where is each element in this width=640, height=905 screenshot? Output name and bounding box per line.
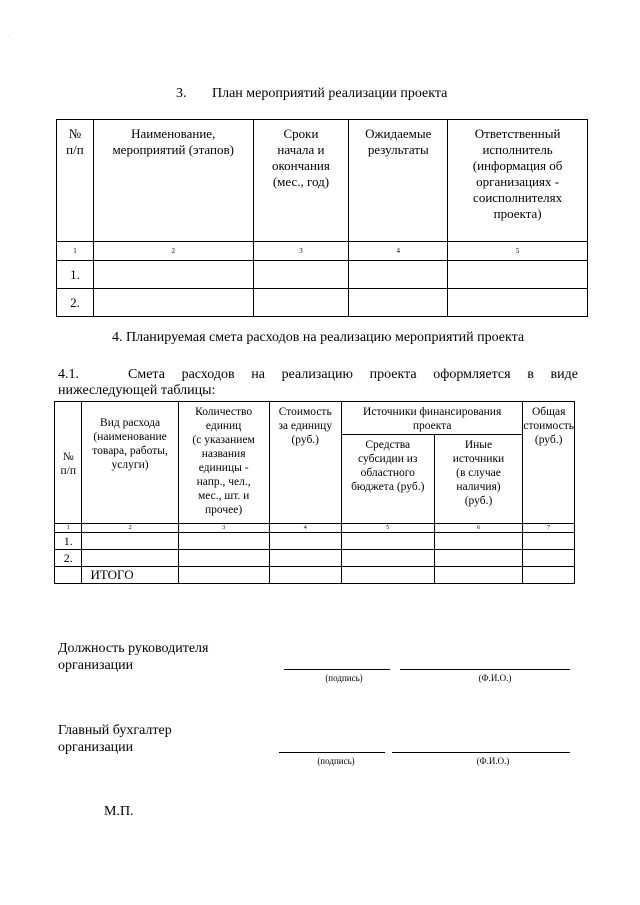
table-cell	[341, 567, 434, 584]
table-cell	[349, 261, 448, 289]
table-cell	[93, 289, 253, 317]
header-dates: Сроки начала и окончания (мес., год)	[253, 120, 349, 242]
table-cell	[448, 289, 588, 317]
table-row	[55, 550, 575, 567]
table-cell	[269, 533, 341, 550]
table-row	[57, 261, 588, 289]
table-cell	[341, 533, 434, 550]
total-row	[55, 567, 575, 584]
table-cell	[523, 533, 575, 550]
signature-label-director: Должность руководителя организации	[58, 641, 209, 673]
section4-paragraph	[58, 367, 578, 399]
row-number: 2.	[57, 289, 94, 317]
column-number: 2	[82, 524, 178, 533]
column-number: 5	[341, 524, 434, 533]
table-cell	[178, 533, 269, 550]
table-cell	[349, 289, 448, 317]
table-row	[57, 289, 588, 317]
signature-caption: (подпись)	[325, 673, 363, 683]
table-cell	[448, 261, 588, 289]
table-cell	[269, 567, 341, 584]
column-number: 1	[57, 242, 94, 261]
plan-table	[56, 119, 588, 317]
row-number: 2.	[55, 550, 82, 567]
section4-title: 4. Планируемая смета расходов на реализацию мероприятий проекта	[112, 330, 525, 345]
table-cell	[55, 567, 82, 584]
header-total-cost: Общая стоимость (руб.)	[523, 402, 575, 524]
table-cell	[253, 289, 349, 317]
table-cell	[434, 533, 523, 550]
table-cell	[82, 550, 178, 567]
table-cell	[93, 261, 253, 289]
table-cell	[178, 550, 269, 567]
header-quantity: Количество единиц (с указанием названия единицы - напр., чел., мес., шт. и прочее)	[178, 402, 269, 524]
name-line	[392, 752, 570, 753]
total-label: ИТОГО	[82, 567, 178, 584]
header-name: Наименование, мероприятий (этапов)	[93, 120, 253, 242]
plan-table-header-row	[57, 120, 588, 242]
section3-title: План мероприятий реализации проекта	[212, 86, 448, 101]
header-results: Ожидаемые результаты	[349, 120, 448, 242]
paragraph-word: Смета	[128, 367, 165, 382]
signature-line	[279, 752, 385, 753]
table-cell	[341, 550, 434, 567]
header-expense-type: Вид расхода (наименование товара, работы, услуги)	[82, 402, 178, 524]
paragraph-word: расходов	[181, 367, 235, 382]
paragraph-word: проекта	[369, 367, 417, 382]
column-number: 6	[434, 524, 523, 533]
column-number: 4	[269, 524, 341, 533]
column-number: 7	[523, 524, 575, 533]
header-num: № п/п	[55, 402, 82, 524]
row-number: 1.	[55, 533, 82, 550]
header-unit-cost: Стоимость за единицу (руб.)	[269, 402, 341, 524]
column-number: 2	[93, 242, 253, 261]
header-subsidy: Средства субсидии из областного бюджета (руб.)	[341, 434, 434, 523]
signature-label-accountant: Главный бухгалтер организации	[58, 723, 172, 755]
paragraph-word: на	[251, 367, 265, 382]
plan-table-column-numbers	[57, 242, 588, 261]
column-number: 1	[55, 524, 82, 533]
header-funding-sources: Источники финансирования проекта	[341, 402, 522, 435]
paragraph-word: в	[527, 367, 534, 382]
paragraph-word: виде	[550, 367, 578, 382]
section3-number: 3.	[176, 86, 187, 101]
column-number: 5	[448, 242, 588, 261]
name-caption: (Ф.И.О.)	[478, 673, 512, 683]
budget-table-header-row	[55, 402, 575, 435]
signature-caption: (подпись)	[317, 756, 355, 766]
table-cell	[82, 533, 178, 550]
header-responsible: Ответственный исполнитель (информация об организациях - соисполнителях проекта)	[448, 120, 588, 242]
table-cell	[523, 550, 575, 567]
table-cell	[269, 550, 341, 567]
stamp-placeholder-label: М.П.	[104, 804, 134, 819]
name-caption: (Ф.И.О.)	[476, 756, 510, 766]
scan-artifact-mark: ·	[8, 33, 10, 39]
column-number: 4	[349, 242, 448, 261]
table-cell	[434, 550, 523, 567]
table-cell	[434, 567, 523, 584]
column-number: 3	[253, 242, 349, 261]
column-number: 3	[178, 524, 269, 533]
paragraph-line: нижеследующей таблицы:	[58, 383, 216, 398]
table-cell	[523, 567, 575, 584]
table-cell	[178, 567, 269, 584]
header-num: № п/п	[57, 120, 94, 242]
row-number: 1.	[57, 261, 94, 289]
budget-table-column-numbers	[55, 524, 575, 533]
table-cell	[253, 261, 349, 289]
name-line	[400, 669, 570, 670]
budget-table	[54, 401, 575, 584]
signature-line	[284, 669, 390, 670]
table-row	[55, 533, 575, 550]
paragraph-number: 4.1.	[58, 367, 79, 382]
paragraph-word: реализацию	[281, 367, 353, 382]
paragraph-word: оформляется	[433, 367, 511, 382]
header-other-sources: Иные источники (в случае наличия) (руб.)	[434, 434, 523, 523]
